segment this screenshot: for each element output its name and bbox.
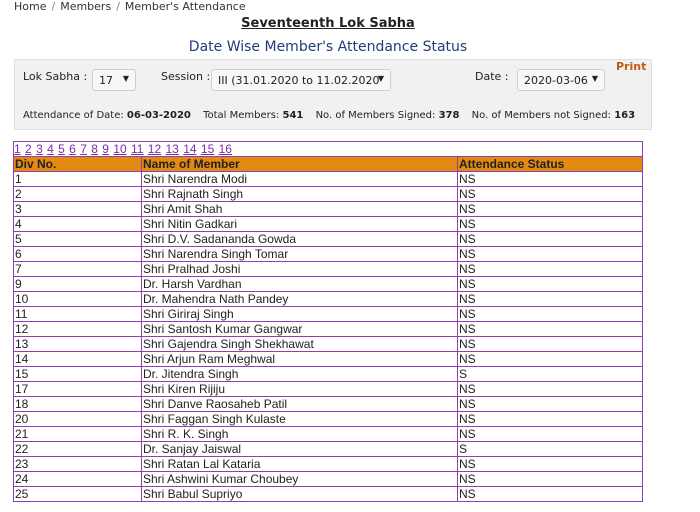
attendance-status-cell: NS <box>458 397 643 412</box>
page-link[interactable]: 16 <box>218 142 232 156</box>
session-select[interactable] <box>211 69 391 91</box>
table-row <box>14 397 642 412</box>
attendance-status-cell: NS <box>458 247 643 262</box>
table-row <box>14 322 642 337</box>
page-link[interactable]: 4 <box>47 142 54 156</box>
member-name-cell: Dr. Harsh Vardhan <box>142 277 458 292</box>
attendance-summary <box>23 110 635 121</box>
breadcrumb-members-link[interactable]: Members <box>60 0 112 13</box>
chevron-down-icon: ▼ <box>591 74 598 83</box>
table-row <box>14 487 642 502</box>
member-name-cell: Shri Amit Shah <box>142 202 458 217</box>
attendance-status-cell: NS <box>458 337 643 352</box>
div-no-cell: 15 <box>14 367 142 382</box>
attendance-status-cell: NS <box>458 217 643 232</box>
table-row <box>14 457 642 472</box>
div-no-cell: 23 <box>14 457 142 472</box>
div-no-cell: 18 <box>14 397 142 412</box>
member-name-cell: Shri Danve Raosaheb Patil <box>142 397 458 412</box>
member-name-cell: Shri Gajendra Singh Shekhawat <box>142 337 458 352</box>
table-header-row <box>14 157 642 172</box>
div-no-cell: 7 <box>14 262 142 277</box>
attendance-status-cell: S <box>458 442 643 457</box>
page-link[interactable]: 8 <box>91 142 98 156</box>
session-label: Session : <box>161 70 211 83</box>
table-row <box>14 382 642 397</box>
date-select[interactable] <box>517 69 605 91</box>
total-members-label: Total Members: <box>203 110 280 121</box>
page-link[interactable]: 9 <box>102 142 109 156</box>
member-name-cell: Dr. Sanjay Jaiswal <box>142 442 458 457</box>
breadcrumb-home-link[interactable]: Home <box>14 0 47 13</box>
attendance-status-cell: NS <box>458 232 643 247</box>
member-name-cell: Shri Arjun Ram Meghwal <box>142 352 458 367</box>
filter-panel <box>14 59 652 130</box>
page-link[interactable]: 12 <box>147 142 162 156</box>
member-name-cell: Shri Ratan Lal Kataria <box>142 457 458 472</box>
member-name-cell: Shri Narendra Modi <box>142 172 458 187</box>
page-link[interactable]: 5 <box>58 142 65 156</box>
attendance-status-cell: NS <box>458 187 643 202</box>
table-row <box>14 352 642 367</box>
attendance-status-cell: NS <box>458 322 643 337</box>
page-link[interactable]: 11 <box>130 142 144 156</box>
member-name-cell: Shri D.V. Sadananda Gowda <box>142 232 458 247</box>
signed-value: 378 <box>438 110 460 121</box>
page-link[interactable]: 3 <box>36 142 43 156</box>
div-no-cell: 21 <box>14 427 142 442</box>
table-row <box>14 412 642 427</box>
attendance-table <box>14 157 642 502</box>
div-no-cell: 12 <box>14 322 142 337</box>
member-name-cell: Shri Santosh Kumar Gangwar <box>142 322 458 337</box>
table-row <box>14 442 642 457</box>
member-name-cell: Dr. Mahendra Nath Pandey <box>142 292 458 307</box>
div-no-cell: 14 <box>14 352 142 367</box>
house-title-text: Seventeenth Lok Sabha <box>241 16 415 31</box>
table-row <box>14 427 642 442</box>
div-no-cell: 1 <box>14 172 142 187</box>
page-link[interactable]: 15 <box>200 142 215 156</box>
page-link[interactable]: 6 <box>69 142 76 156</box>
div-no-cell: 11 <box>14 307 142 322</box>
lok-sabha-select[interactable] <box>92 69 136 91</box>
date-label: Date : <box>475 70 509 83</box>
table-row <box>14 337 642 352</box>
attendance-status-cell: NS <box>458 277 643 292</box>
attendance-status-cell: NS <box>458 457 643 472</box>
total-members-value: 541 <box>282 110 304 121</box>
div-no-cell: 20 <box>14 412 142 427</box>
member-name-cell: Shri Rajnath Singh <box>142 187 458 202</box>
div-no-cell: 5 <box>14 232 142 247</box>
table-row <box>14 292 642 307</box>
div-no-cell: 25 <box>14 487 142 502</box>
div-no-cell: 3 <box>14 202 142 217</box>
member-name-cell: Shri Ashwini Kumar Choubey <box>142 472 458 487</box>
table-row <box>14 217 642 232</box>
div-no-cell: 13 <box>14 337 142 352</box>
attendance-status-cell: NS <box>458 202 643 217</box>
table-row <box>14 367 642 382</box>
table-row <box>14 262 642 277</box>
div-no-cell: 22 <box>14 442 142 457</box>
table-row <box>14 247 642 262</box>
not-signed-value: 163 <box>614 110 636 121</box>
div-no-cell: 2 <box>14 187 142 202</box>
page-link[interactable]: 7 <box>80 142 87 156</box>
page-link[interactable]: 14 <box>183 142 197 156</box>
attendance-status-cell: NS <box>458 412 643 427</box>
chevron-down-icon: ▼ <box>122 74 129 83</box>
attendance-status-cell: NS <box>458 262 643 277</box>
attendance-status-cell: NS <box>458 382 643 397</box>
lok-sabha-value: 17 <box>99 74 113 87</box>
attendance-date-value: 06-03-2020 <box>126 110 191 121</box>
page-link[interactable]: 13 <box>165 142 179 156</box>
div-no-cell: 4 <box>14 217 142 232</box>
house-title <box>0 16 656 31</box>
page-title: Date Wise Member's Attendance Status <box>188 39 468 55</box>
session-value: III (31.01.2020 to 11.02.2020 <box>218 74 380 87</box>
member-name-cell: Shri R. K. Singh <box>142 427 458 442</box>
lok-sabha-label: Lok Sabha : <box>23 70 88 83</box>
div-no-cell: 17 <box>14 382 142 397</box>
breadcrumb-current: Member's Attendance <box>124 0 246 13</box>
attendance-status-cell: NS <box>458 292 643 307</box>
breadcrumb <box>14 0 246 14</box>
member-name-cell: Shri Pralhad Joshi <box>142 262 458 277</box>
member-name-cell: Dr. Jitendra Singh <box>142 367 458 382</box>
attendance-table-container <box>13 141 643 502</box>
div-no-cell: 6 <box>14 247 142 262</box>
table-row <box>14 232 642 247</box>
header-div-no: Div No. <box>14 157 142 172</box>
div-no-cell: 10 <box>14 292 142 307</box>
member-name-cell: Shri Faggan Singh Kulaste <box>142 412 458 427</box>
attendance-status-cell: NS <box>458 307 643 322</box>
table-row <box>14 202 642 217</box>
not-signed-label: No. of Members not Signed: <box>471 110 611 121</box>
table-row <box>14 277 642 292</box>
member-name-cell: Shri Babul Supriyo <box>142 487 458 502</box>
member-name-cell: Shri Nitin Gadkari <box>142 217 458 232</box>
attendance-status-cell: NS <box>458 352 643 367</box>
table-row <box>14 307 642 322</box>
member-name-cell: Shri Kiren Rijiju <box>142 382 458 397</box>
table-row <box>14 187 642 202</box>
signed-label: No. of Members Signed: <box>315 110 436 121</box>
header-attendance-status: Attendance Status <box>458 157 643 172</box>
table-row <box>14 172 642 187</box>
attendance-status-cell: NS <box>458 427 643 442</box>
attendance-date-label: Attendance of Date: <box>23 110 124 121</box>
page-link[interactable]: 1 <box>14 142 21 156</box>
breadcrumb-separator: / <box>51 0 56 13</box>
attendance-status-cell: NS <box>458 472 643 487</box>
div-no-cell: 24 <box>14 472 142 487</box>
header-member-name: Name of Member <box>142 157 458 172</box>
breadcrumb-separator: / <box>116 0 120 13</box>
attendance-status-cell: NS <box>458 172 643 187</box>
page-link[interactable]: 10 <box>113 142 127 156</box>
table-row <box>14 472 642 487</box>
chevron-down-icon: ▼ <box>377 74 384 83</box>
date-value: 2020-03-06 <box>524 74 588 87</box>
print-link[interactable]: Print <box>616 60 647 73</box>
page-link[interactable]: 2 <box>25 142 32 156</box>
pagination <box>14 142 642 157</box>
member-name-cell: Shri Giriraj Singh <box>142 307 458 322</box>
attendance-status-cell: S <box>458 367 643 382</box>
member-name-cell: Shri Narendra Singh Tomar <box>142 247 458 262</box>
div-no-cell: 9 <box>14 277 142 292</box>
attendance-status-cell: NS <box>458 487 643 502</box>
